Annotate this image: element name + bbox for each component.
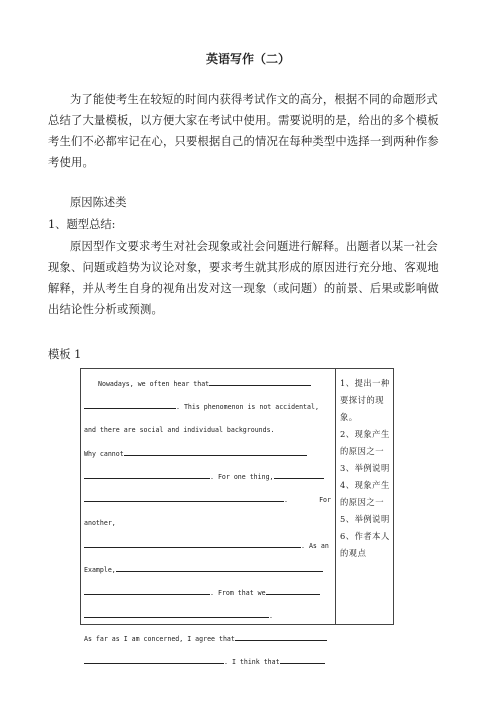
template-line <box>84 443 331 466</box>
template-phrase: . I think that <box>224 658 280 667</box>
table-divider <box>335 369 336 624</box>
template-phrase: Why cannot <box>84 449 124 458</box>
blank-line <box>84 655 224 664</box>
template-line <box>84 559 331 582</box>
intro-paragraph: 为了能使考生在较短的时间内获得考试作文的高分，根据不同的命题形式总结了大量模板，以方便大家在考试中使用。需要说明的是，给出的多个模板考生们不必都牢记在心，只要根据自己的情况在每种类型中选择一到两种作参考使用。 <box>48 93 439 169</box>
subheading-summary: 1、题型总结: <box>48 218 116 231</box>
template-line <box>84 419 331 442</box>
note-item: 4、现象产生的原因之一 <box>340 480 390 507</box>
blank-line <box>235 632 327 641</box>
template-phrase: . For one thing, <box>210 472 274 481</box>
note-item: 6、作者本人的观点 <box>340 531 390 558</box>
template-text <box>84 373 331 674</box>
template-line <box>84 489 331 512</box>
template-label: 模板 1 <box>48 348 82 361</box>
template-notes <box>340 375 392 562</box>
blank-line <box>84 586 210 595</box>
template-phrase: . <box>269 611 273 620</box>
template-table <box>80 368 394 667</box>
template-line <box>84 605 331 628</box>
template-phrase: As far as I am concerned, I agree that <box>84 635 235 644</box>
note-item: 5、举例说明 <box>340 514 390 524</box>
blank-line <box>84 539 301 548</box>
template-line <box>84 535 331 558</box>
template-phrase: For <box>319 495 331 504</box>
blank-line <box>280 655 325 664</box>
note-item: 3、举例说明 <box>340 463 390 473</box>
blank-line <box>84 470 210 479</box>
blank-line <box>124 447 307 456</box>
blank-line <box>84 400 176 409</box>
template-phrase: . From that we <box>210 588 266 597</box>
blank-line <box>84 493 284 502</box>
template-phrase: . As an <box>301 542 329 551</box>
template-line <box>84 628 331 651</box>
blank-line <box>266 586 320 595</box>
blank-line <box>274 470 324 479</box>
note-item: 1、提出一种要探讨的现象。 <box>340 378 390 422</box>
template-line <box>84 512 331 535</box>
template-line <box>84 582 331 605</box>
blank-line <box>116 563 323 572</box>
summary-paragraph: 原因型作文要求考生对社会现象或社会问题进行解释。出题者以某一社会现象、问题或趋势为议论对象，要求考生就其形成的原因进行充分地、客观地解释，并从考生自身的视角出发对这一现象（或问题）的前景、后果或影响做出结论性分析或预测。 <box>48 240 439 316</box>
template-phrase: and there are social and individual backgrounds. <box>84 426 275 435</box>
template-line <box>84 466 331 489</box>
template-phrase: . This phenomenon is not accidental, <box>176 403 319 412</box>
template-line <box>84 396 331 419</box>
document-title: 英语写作（二） <box>205 52 290 66</box>
template-phrase: . <box>284 495 288 504</box>
template-phrase: Nowadays, we often hear that <box>98 380 210 388</box>
template-line <box>84 373 331 396</box>
blank-line <box>209 377 311 386</box>
section-heading: 原因陈述类 <box>70 196 127 209</box>
template-phrase: another, <box>84 519 116 528</box>
blank-line <box>84 609 269 618</box>
note-item: 2、现象产生的原因之一 <box>340 429 390 456</box>
template-phrase: Example, <box>84 565 116 574</box>
template-line <box>84 651 331 674</box>
